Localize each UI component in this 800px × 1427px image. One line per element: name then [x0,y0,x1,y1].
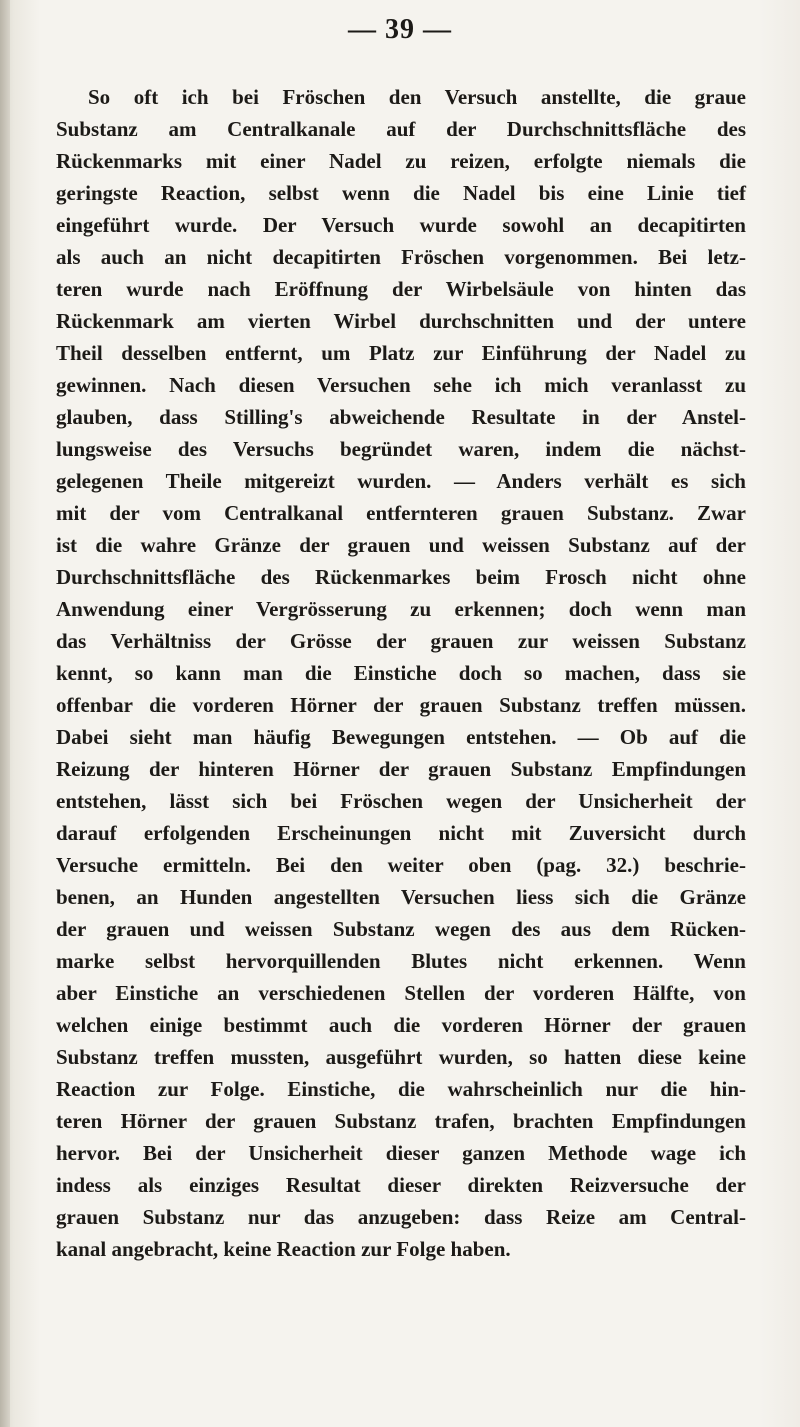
text-line: Dabei sieht man häufig Bewegungen entstehen. — Ob auf die [56,725,746,749]
page-number: — 39 — [348,14,452,45]
text-line: welchen einige bestimmt auch die vorderen Hörner der grauen [56,1013,746,1037]
text-line: marke selbst hervorquillenden Blutes nicht erkennen. Wenn [56,949,746,973]
text-line: benen, an Hunden angestellten Versuchen liess sich die Gränze [56,885,746,909]
text-line: Theil desselben entfernt, um Platz zur Einführung der Nadel zu [56,341,746,365]
text-line: darauf erfolgenden Erscheinungen nicht mit Zuversicht durch [56,821,746,845]
text-line: aber Einstiche an verschiedenen Stellen der vorderen Hälfte, von [56,981,746,1005]
text-line: grauen Substanz nur das anzugeben: dass Reize am Central- [56,1205,746,1229]
text-line: mit der vom Centralkanal entfernteren grauen Substanz. Zwar [56,501,746,525]
text-line: lungsweise des Versuchs begründet waren, indem die nächst- [56,437,746,461]
text-line: Versuche ermitteln. Bei den weiter oben (pag. 32.) beschrie- [56,853,746,877]
text-line: Durchschnittsfläche des Rückenmarkes beim Frosch nicht ohne [56,565,746,589]
body-paragraph [56,81,746,1265]
text-line: Substanz treffen mussten, ausgeführt wurden, so hatten diese keine [56,1045,746,1069]
text-line: glauben, dass Stilling's abweichende Resultate in der Anstel- [56,405,746,429]
binding-edge [0,0,10,1427]
text-line: Substanz am Centralkanale auf der Durchschnittsfläche des [56,117,746,141]
text-line: Reaction zur Folge. Einstiche, die wahrscheinlich nur die hin- [56,1077,746,1101]
text-line: kennt, so kann man die Einstiche doch so machen, dass sie [56,661,746,685]
text-line: teren wurde nach Eröffnung der Wirbelsäule von hinten das [56,277,746,301]
text-line: Rückenmark am vierten Wirbel durchschnitten und der untere [56,309,746,333]
text-line: der grauen und weissen Substanz wegen des aus dem Rücken- [56,917,746,941]
text-line: offenbar die vorderen Hörner der grauen Substanz treffen müssen. [56,693,746,717]
text-line: eingeführt wurde. Der Versuch wurde sowohl an decapitirten [56,213,746,237]
text-line: das Verhältniss der Grösse der grauen zur weissen Substanz [56,629,746,653]
text-line: indess als einziges Resultat dieser direkten Reizversuche der [56,1173,746,1197]
text-line: als auch an nicht decapitirten Fröschen vorgenommen. Bei letz- [56,245,746,269]
text-line: Reizung der hinteren Hörner der grauen Substanz Empfindungen [56,757,746,781]
text-line: hervor. Bei der Unsicherheit dieser ganzen Methode wage ich [56,1141,746,1165]
text-line: entstehen, lässt sich bei Fröschen wegen der Unsicherheit der [56,789,746,813]
text-line: gewinnen. Nach diesen Versuchen sehe ich mich veranlasst zu [56,373,746,397]
text-line: So oft ich bei Fröschen den Versuch anstellte, die graue [88,85,746,109]
text-line: gelegenen Theile mitgereizt wurden. — Anders verhält es sich [56,469,746,493]
text-line: teren Hörner der grauen Substanz trafen, brachten Empfindungen [56,1109,746,1133]
text-line: Anwendung einer Vergrösserung zu erkennen; doch wenn man [56,597,746,621]
text-line: kanal angebracht, keine Reaction zur Folge haben. [56,1237,511,1261]
text-line: Rückenmarks mit einer Nadel zu reizen, erfolgte niemals die [56,149,746,173]
text-line: ist die wahre Gränze der grauen und weissen Substanz auf der [56,533,746,557]
text-line: geringste Reaction, selbst wenn die Nadel bis eine Linie tief [56,181,746,205]
